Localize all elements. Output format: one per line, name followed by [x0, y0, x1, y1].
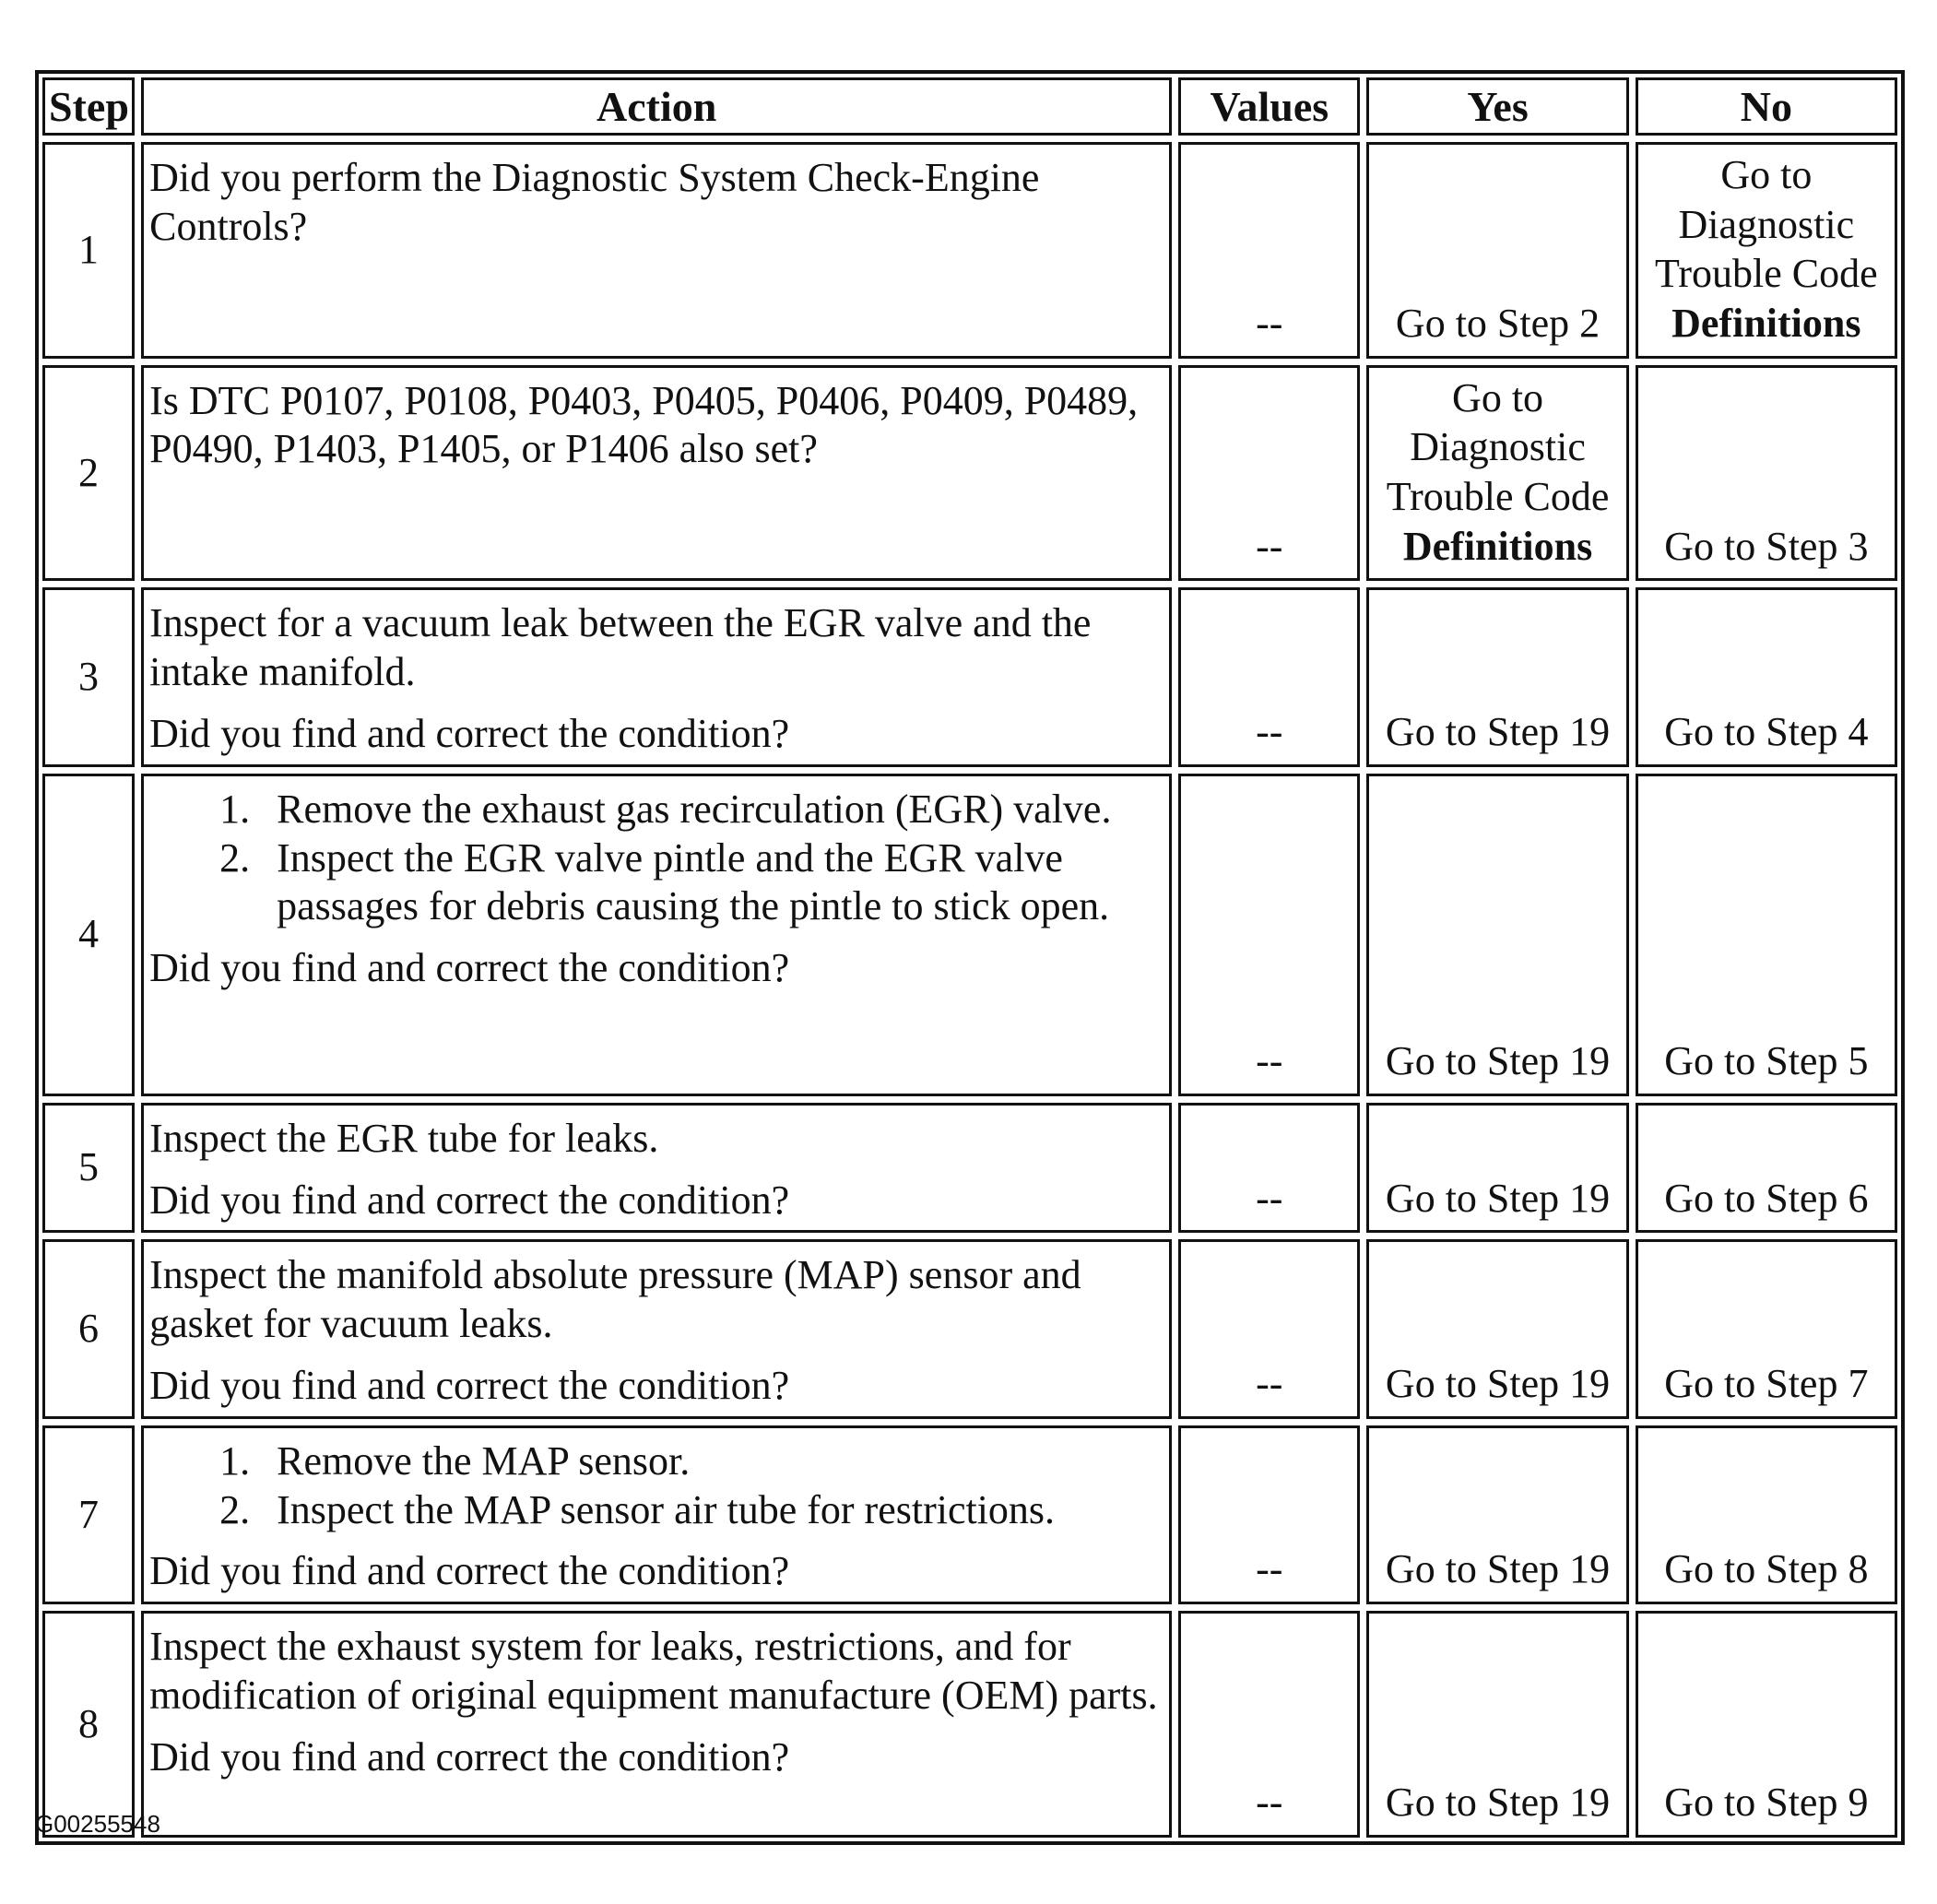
yes-cell: Go to Step 19: [1366, 1425, 1628, 1604]
no-cell: Go to Step 5: [1636, 774, 1897, 1096]
action-cell: [141, 1425, 1172, 1604]
yes-line: Diagnostic: [1410, 424, 1586, 470]
no-line: Trouble Code: [1655, 251, 1878, 297]
action-text: Inspect the exhaust system for leaks, restrictions, and for modification of original equipment manufacture (OEM) parts.: [149, 1624, 1158, 1718]
action-text: Is DTC P0107, P0108, P0403, P0405, P0406, P0409, P0489, P0490, P1403, P1405, or P1406 also set?: [149, 377, 1139, 472]
action-text: Inspect for a vacuum leak between the EGR valve and the intake manifold.: [149, 600, 1092, 695]
step-number: 7: [42, 1425, 135, 1604]
yes-cell: Go to Step 19: [1366, 1103, 1628, 1234]
values-cell: --: [1178, 1425, 1360, 1604]
yes-cell: Go to Step 19: [1366, 587, 1628, 766]
list-item: 1. Remove the exhaust gas recirculation (EGR) valve.: [260, 786, 1163, 834]
action-question: Did you find and correct the condition?: [149, 710, 790, 756]
values-cell: --: [1178, 142, 1360, 359]
yes-line: Go to: [1452, 374, 1544, 420]
yes-line: Trouble Code: [1386, 474, 1610, 520]
action-cell: [141, 587, 1172, 766]
values-cell: --: [1178, 365, 1360, 582]
yes-cell: Go to Step 19: [1366, 1611, 1628, 1838]
action-steps-list: [149, 786, 1163, 931]
no-cell: Go to Step 9: [1636, 1611, 1897, 1838]
step-number: 4: [42, 774, 135, 1096]
no-cell: Go to Step 8: [1636, 1425, 1897, 1604]
action-cell: [141, 774, 1172, 1096]
action-cell: [141, 365, 1172, 582]
step-number: 3: [42, 587, 135, 766]
step-number: 8: [42, 1611, 135, 1838]
action-cell: [141, 1611, 1172, 1838]
yes-line: Definitions: [1402, 523, 1593, 569]
action-cell: [141, 1239, 1172, 1418]
values-cell: --: [1178, 1239, 1360, 1418]
header-yes: Yes: [1366, 77, 1628, 136]
no-cell: Go to Step 6: [1636, 1103, 1897, 1234]
action-cell: [141, 142, 1172, 359]
action-steps-list: [149, 1437, 1163, 1535]
header-no: No: [1636, 77, 1897, 136]
header-row: [42, 77, 1897, 136]
list-item: 2. Inspect the EGR valve pintle and the EGR valve passages for debris causing the pintle to stick open.: [260, 834, 1163, 932]
diagnostic-table: [36, 71, 1904, 1844]
action-question: Did you find and correct the condition?: [149, 1177, 790, 1223]
table-row: [42, 1103, 1897, 1234]
action-text: Inspect the manifold absolute pressure (MAP) sensor and gasket for vacuum leaks.: [149, 1252, 1081, 1347]
no-line: Go to: [1720, 152, 1813, 197]
action-question: Did you find and correct the condition?: [149, 1362, 790, 1408]
diagnostic-table-frame: [35, 70, 1905, 1845]
step-number: 6: [42, 1239, 135, 1418]
no-line: Diagnostic: [1678, 201, 1855, 247]
no-cell: Go to Step 4: [1636, 587, 1897, 766]
list-item: 2. Inspect the MAP sensor air tube for restrictions.: [260, 1486, 1163, 1535]
yes-cell: Go to Step 19: [1366, 1239, 1628, 1418]
header-values: Values: [1178, 77, 1360, 136]
table-row: [42, 142, 1897, 359]
header-step: Step: [42, 77, 135, 136]
values-cell: --: [1178, 1103, 1360, 1234]
no-cell: [1636, 142, 1897, 359]
step-number: 5: [42, 1103, 135, 1234]
table-row: [42, 1239, 1897, 1418]
values-cell: --: [1178, 587, 1360, 766]
yes-cell: Go to Step 19: [1366, 774, 1628, 1096]
table-row: [42, 587, 1897, 766]
step-number: 1: [42, 142, 135, 359]
table-row: [42, 1611, 1897, 1838]
step-number: 2: [42, 365, 135, 582]
table-row: [42, 1425, 1897, 1604]
action-text: Inspect the EGR tube for leaks.: [149, 1115, 659, 1161]
yes-cell: [1366, 365, 1628, 582]
figure-id: G00255548: [35, 1810, 160, 1838]
action-cell: [141, 1103, 1172, 1234]
table-row: [42, 365, 1897, 582]
action-question: Did you find and correct the condition?: [149, 1733, 790, 1780]
no-cell: Go to Step 3: [1636, 365, 1897, 582]
header-action: Action: [141, 77, 1172, 136]
list-item: 1. Remove the MAP sensor.: [260, 1437, 1163, 1486]
no-line: Definitions: [1671, 301, 1861, 347]
action-question: Did you find and correct the condition?: [149, 1548, 790, 1594]
no-cell: Go to Step 7: [1636, 1239, 1897, 1418]
values-cell: --: [1178, 1611, 1360, 1838]
action-text: Did you perform the Diagnostic System Check-Engine Controls?: [149, 155, 1040, 249]
table-row: [42, 774, 1897, 1096]
values-cell: --: [1178, 774, 1360, 1096]
yes-cell: Go to Step 2: [1366, 142, 1628, 359]
action-question: Did you find and correct the condition?: [149, 945, 790, 991]
